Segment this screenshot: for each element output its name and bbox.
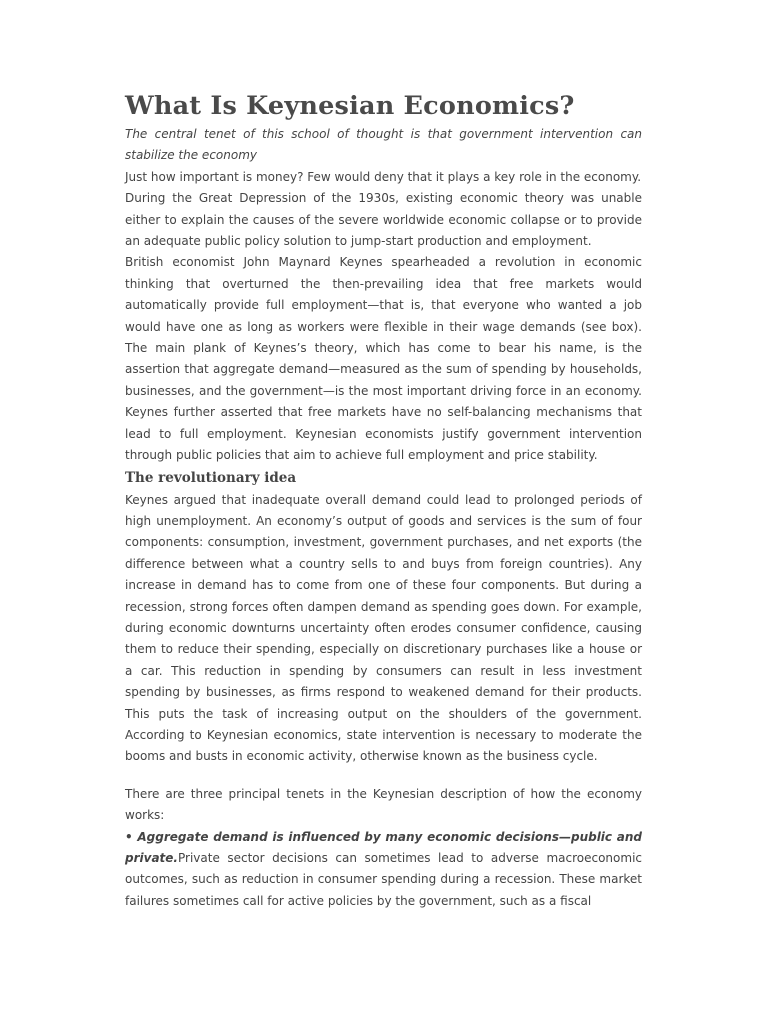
subtitle: The central tenet of this school of thought is that government intervention can stabilize the economy	[125, 127, 642, 163]
paragraph-revolutionary-idea: Keynes argued that inadequate overall demand could lead to prolonged periods of high unemployment. An economy’s output of goods and services is the sum of four components: consumption, investment, government purchases, and net exports (the difference between what a country sells to and buys from foreign countries). Any increase in demand has to come from one of these four components. But during a recession, strong forces often dampen demand as spending goes down. For example, during economic downturns uncertainty often erodes consumer confidence, causing them to reduce their spending, especially on discretionary purchases like a house or a car. This reduction in spending by consumers can result in less investment spending by businesses, as firms respond to weakened demand for their products. This puts the task of increasing output on the shoulders of the government. According to Keynesian economics, state intervention is necessary to moderate the booms and busts in economic activity, otherwise known as the business cycle.	[125, 492, 642, 764]
paragraph-three-tenets: There are three principal tenets in the Keynesian description of how the economy works:	[125, 786, 642, 823]
bullet-item	[125, 827, 642, 913]
bullet-text: Private sector decisions can sometimes lead to adverse macroeconomic outcomes, such as reduction in consumer spending during a recession. These market failures sometimes call for active policies by the government, such as a fiscal	[125, 851, 642, 908]
page-title: What Is Keynesian Economics?	[125, 91, 575, 121]
section-heading: The revolutionary idea	[125, 469, 297, 486]
paragraph-great-depression: During the Great Depression of the 1930s, existing economic theory was unable either to explain the causes of the severe worldwide economic collapse or to provide an adequate public policy solution to jump-start production and employment.	[125, 191, 642, 249]
document-page	[125, 88, 642, 912]
paragraph-intro: Just how important is money? Few would deny that it plays a key role in the economy.	[125, 169, 642, 184]
paragraph-spacer	[125, 768, 642, 784]
bullet-lead: • Aggregate demand is influenced by many economic decisions—public and private.	[125, 829, 642, 865]
paragraph-keynes-revolution: British economist John Maynard Keynes spearheaded a revolution in economic thinking that overturned the then-prevailing idea that free markets would automatically provide full employment—that is, that everyone who wanted a job would have one as long as workers were flexible in their wage demands (see box). The main plank of Keynes’s theory, which has come to bear his name, is the assertion that aggregate demand—measured as the sum of spending by households, businesses, and the government—is the most important driving force in an economy. Keynes further asserted that free markets have no self-balancing mechanisms that lead to full employment. Keynesian economists justify government intervention through public policies that aim to achieve full employment and price stability.	[125, 255, 642, 463]
